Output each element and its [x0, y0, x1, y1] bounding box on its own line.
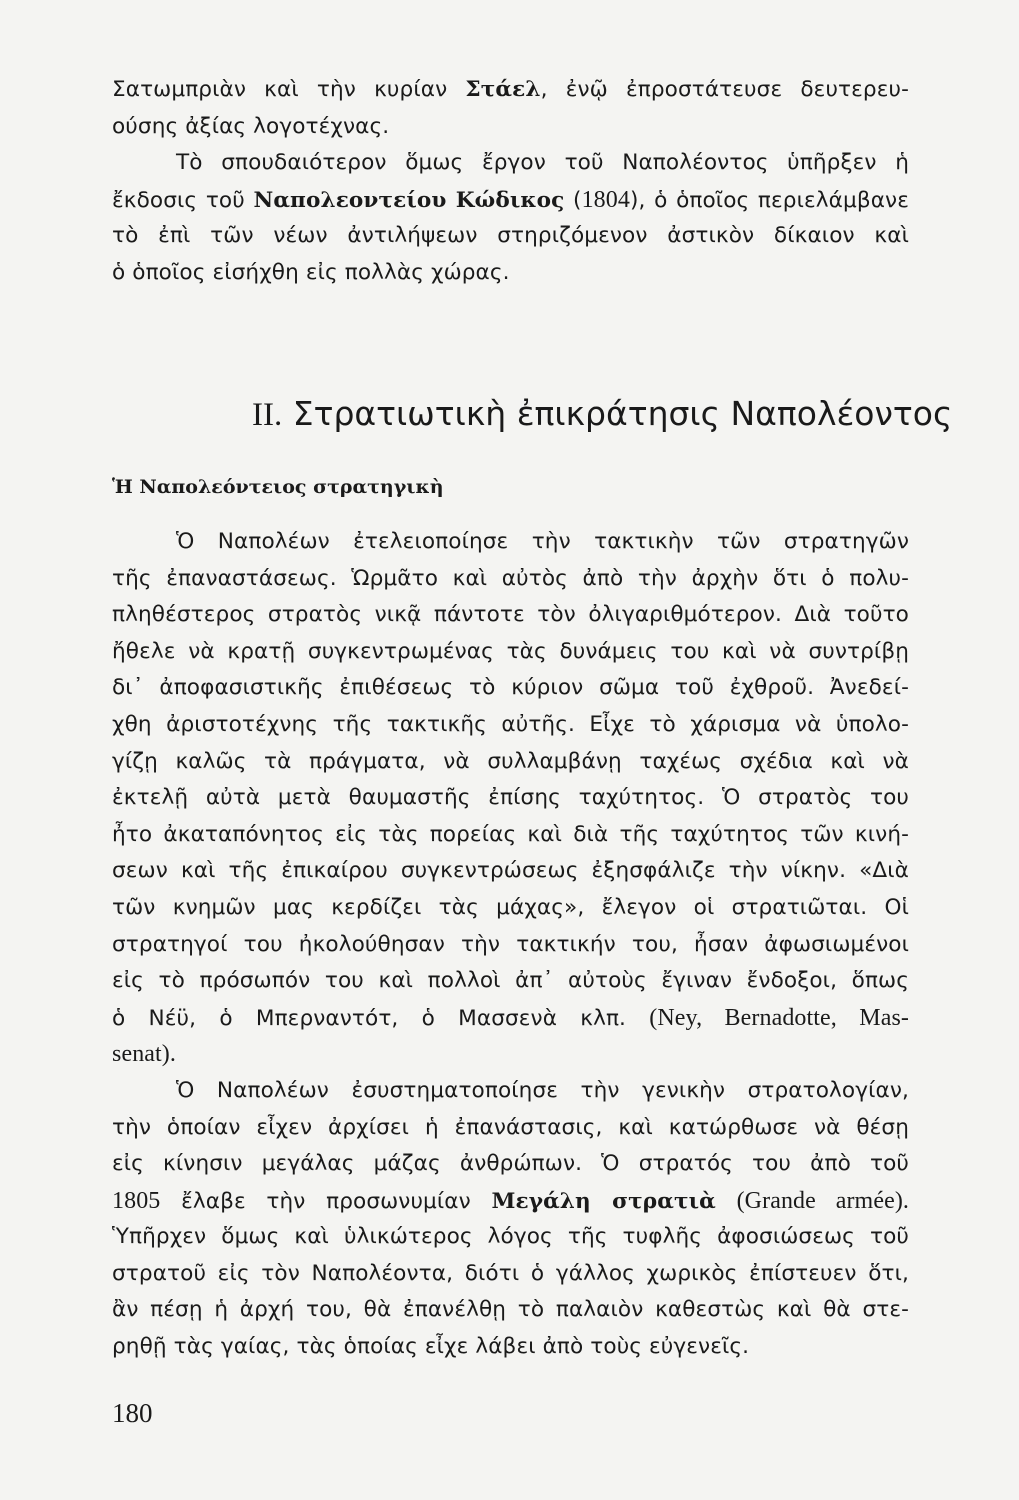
- text-run: Τὸ σπουδαιότερον ὅμως ἔργον τοῦ Ναπολέοντος ὑπῆρξεν ἡ: [176, 150, 909, 176]
- text-run: Ὁ Ναπολέων ἐτελειοποίησε τὴν τακτικὴν τῶν στρατηγῶν: [176, 529, 909, 554]
- text-run: 1805: [112, 1187, 161, 1214]
- text-run: ὁ ὁποῖος εἰσήχθη εἰς πολλὰς χώρας.: [112, 259, 510, 285]
- text-line: [112, 1146, 909, 1183]
- text-run: Σατωμπριὰν καὶ τὴν κυρίαν: [112, 77, 466, 102]
- text-line: [112, 780, 909, 817]
- text-run: τῶν κνημῶν μας κερδίζει τὰς μάχας», ἔλεγον οἱ στρατιῶται. Οἱ: [112, 894, 909, 920]
- section-heading: [252, 392, 952, 437]
- text-line: [112, 853, 909, 890]
- text-line: [112, 109, 909, 146]
- text-line: [112, 707, 909, 744]
- text-run: ούσης ἀξίας λογοτέχνας.: [112, 113, 390, 139]
- text-run: χθη ἀριστοτέχνης τῆς τακτικῆς αὐτῆς. Εἶχε τὸ χάρισμα νὰ ὑπολο-: [112, 711, 909, 737]
- text-line: [112, 1073, 909, 1110]
- text-run: ἂν πέσῃ ἡ ἀρχή του, θὰ ἐπανέλθῃ τὸ παλαιὸν καθεστὼς καὶ θὰ στε-: [112, 1297, 909, 1323]
- text-line: [112, 963, 909, 1000]
- intro-paragraphs: [112, 72, 909, 292]
- text-run: στρατοῦ εἰς τὸν Ναπολέοντα, διότι ὁ γάλλος χωρικὸς ἐπίστευεν ὅτι,: [112, 1260, 909, 1286]
- text-run: τὴν ὁποίαν εἶχεν ἀρχίσει ἡ ἐπανάστασις, καὶ κατώρθωσε νὰ θέσῃ: [112, 1114, 909, 1140]
- text-line: [112, 524, 909, 561]
- section-number: II.: [252, 397, 283, 433]
- text-run: ἔκδοσις τοῦ: [112, 187, 254, 213]
- text-run: ἦτο ἀκαταπόνητος εἰς τὰς πορείας καὶ διὰ τῆς ταχύτητος τῶν κινή-: [112, 821, 909, 847]
- text-run: ἔλαβε τὴν προσωνυμίαν: [160, 1188, 492, 1214]
- subsection-heading: Ἡ Ναπολεόντειος στρατηγικὴ: [112, 476, 444, 498]
- text-run: Ὁ Ναπολέων ἐσυστηματοποίησε τὴν γενικὴν στρατολογίαν,: [176, 1077, 909, 1103]
- text-line: [112, 634, 909, 671]
- text-line: [112, 744, 909, 781]
- text-line: [112, 890, 909, 927]
- text-run: ὁ Νέϋ, ὁ Μπερναντότ, ὁ Μασσενὰ κλπ.: [112, 1005, 650, 1031]
- text-run: 1804: [581, 186, 630, 213]
- text-run: τῆς ἐπαναστάσεως. Ὡρμᾶτο καὶ αὐτὸς ἀπὸ τὴν ἀρχὴν ὅτι ὁ πολυ-: [112, 565, 909, 591]
- text-line: [112, 218, 909, 255]
- text-run: ρηθῇ τὰς γαίας, τὰς ὁποίας εἶχε λάβει ἀπὸ τοὺς εὐγενεῖς.: [112, 1334, 750, 1360]
- bold-term: Στάελ: [465, 77, 541, 102]
- text-line: [112, 1036, 909, 1073]
- text-run: ἐκτελῇ αὐτὰ μετὰ θαυμαστῆς ἐπίσης ταχύτητος. Ὁ στρατὸς του: [112, 785, 909, 811]
- text-line: [112, 670, 909, 707]
- text-line: [112, 561, 909, 598]
- text-line: [112, 927, 909, 964]
- text-line: [112, 1000, 909, 1037]
- strategy-paragraphs: [112, 524, 909, 1366]
- section-title: Στρατιωτικὴ ἐπικράτησις Ναπολέοντος: [282, 394, 953, 433]
- text-run: εἰς τὸ πρόσωπόν του καὶ πολλοὶ ἀπ᾿ αὐτοὺς ἔγιναν ἔνδοξοι, ὅπως: [112, 968, 909, 994]
- text-line: [112, 255, 909, 292]
- text-run: σεων καὶ τῆς ἐπικαίρου συγκεντρώσεως ἐξησφάλιζε τὴν νίκην. «Διὰ: [112, 858, 909, 884]
- text-line: [112, 1219, 909, 1256]
- text-run: , ἐνῷ ἐπροστάτευσε δευτερευ-: [540, 77, 909, 102]
- text-line: [112, 1256, 909, 1293]
- text-run: ), ὁ ὁποῖος περιελάμβανε: [629, 187, 909, 213]
- text-line: [112, 72, 909, 109]
- bold-term: Ναπολεοντείου Κώδικος: [253, 187, 565, 213]
- text-line: [112, 1110, 909, 1147]
- text-line: [112, 1183, 909, 1220]
- text-run: εἰς κίνησιν μεγάλας μάζας ἀνθρώπων. Ὁ στρατός του ἀπὸ τοῦ: [112, 1151, 909, 1177]
- page-number: 180: [112, 1398, 153, 1428]
- text-run: τὸ ἐπὶ τῶν νέων ἀντιλήψεων στηριζόμενον ἀστικὸν δίκαιον καὶ: [112, 223, 909, 249]
- text-line: [112, 1329, 909, 1366]
- text-run: γίζῃ καλῶς τὰ πράγματα, νὰ συλλαμβάνῃ ταχέως σχέδια καὶ νὰ: [112, 748, 909, 774]
- text-run: (: [564, 187, 582, 213]
- text-run: [716, 1189, 737, 1214]
- text-line: [112, 145, 909, 182]
- text-run: Ὑπῆρχεν ὅμως καὶ ὑλικώτερος λόγος τῆς τυφλῆς ἀφοσιώσεως τοῦ: [112, 1224, 909, 1250]
- text-run: (Ney, Bernadotte, Mas-: [649, 1004, 909, 1031]
- text-line: [112, 182, 909, 219]
- text-line: [112, 597, 909, 634]
- text-run: δι᾿ ἀποφασιστικῆς ἐπιθέσεως τὸ κύριον σῶμα τοῦ ἐχθροῦ. Ἀνεδεί-: [112, 675, 909, 701]
- text-line: [112, 817, 909, 854]
- text-run: πληθέστερος στρατὸς νικᾷ πάντοτε τὸν ὀλιγαριθμότερον. Διὰ τοῦτο: [112, 602, 909, 628]
- text-run: ἤθελε νὰ κρατῇ συγκεντρωμένας τὰς δυνάμεις του καὶ νὰ συντρίβῃ: [112, 638, 909, 664]
- text-line: [112, 1292, 909, 1329]
- bold-term: Μεγάλη στρατιὰ: [491, 1188, 716, 1214]
- text-run: στρατηγοί του ἠκολούθησαν τὴν τακτικήν του, ἦσαν ἀφωσιωμένοι: [112, 931, 909, 957]
- text-run: (Grande armée).: [736, 1187, 910, 1214]
- text-run: senat).: [112, 1041, 177, 1068]
